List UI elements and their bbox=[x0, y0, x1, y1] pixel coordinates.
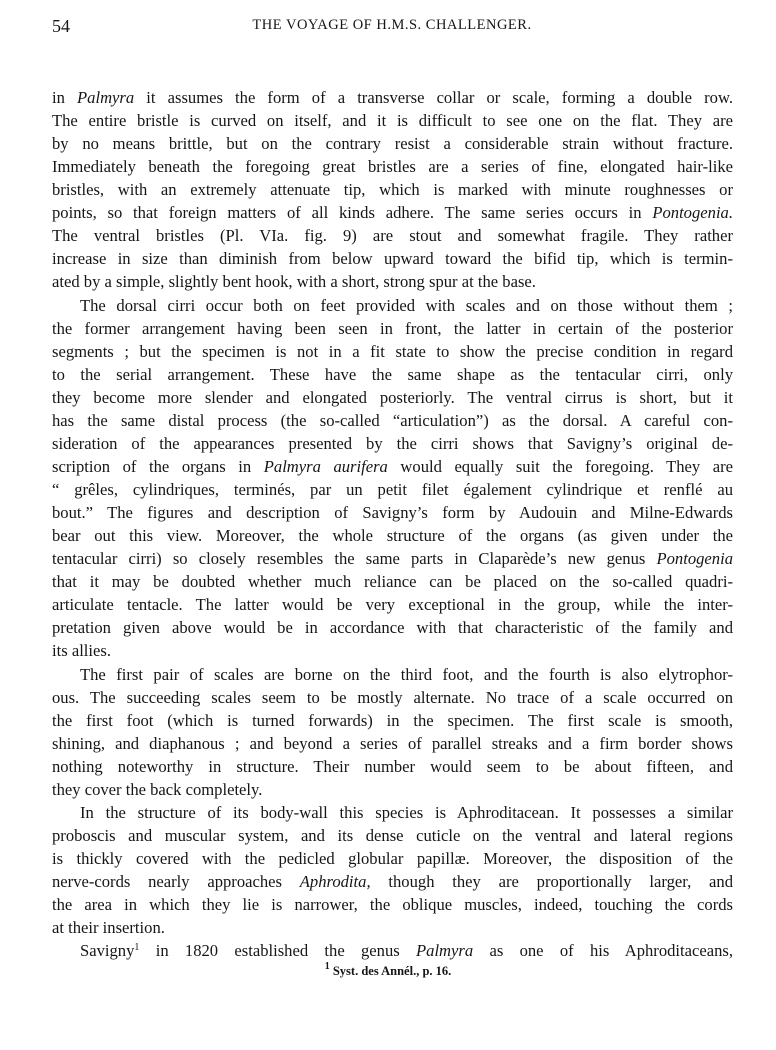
text-line bbox=[52, 155, 733, 178]
text-run: ated by a simple, slightly bent hook, with a short, strong spur at the base. bbox=[52, 272, 536, 291]
text-run: Savigny bbox=[80, 941, 135, 960]
text-line bbox=[52, 639, 733, 662]
italic-term: Pontogenia bbox=[656, 549, 733, 568]
text-run: points, so that foreign matters of all kinds adhere. The same series occurs in bbox=[52, 203, 653, 222]
paragraph bbox=[52, 663, 733, 801]
text-line bbox=[52, 616, 733, 639]
text-line bbox=[52, 801, 733, 824]
text-line bbox=[52, 294, 733, 317]
text-run: the first foot (which is turned forwards) in the specimen. The first scale is smooth, bbox=[52, 711, 733, 730]
text-line bbox=[52, 732, 733, 755]
text-line bbox=[52, 224, 733, 247]
text-line bbox=[52, 86, 733, 109]
page-header bbox=[52, 16, 732, 38]
text-run: “ grêles, cylindriques, terminés, par un petit filet également cylindrique et renflé au bbox=[52, 480, 733, 499]
text-run: bristles, with an extremely attenuate tip, which is marked with minute roughnesses or bbox=[52, 180, 733, 199]
paragraph bbox=[52, 801, 733, 939]
text-line bbox=[52, 524, 733, 547]
text-line bbox=[52, 893, 733, 916]
text-run: The ventral bristles (Pl. VIa. fig. 9) are stout and somewhat fragile. They rather bbox=[52, 226, 733, 245]
text-line bbox=[52, 317, 733, 340]
text-run: it assumes the form of a transverse collar or scale, forming a double row. bbox=[134, 88, 733, 107]
text-run: at their insertion. bbox=[52, 918, 165, 937]
text-line bbox=[52, 132, 733, 155]
page-number: 54 bbox=[52, 16, 70, 36]
paragraph bbox=[52, 939, 733, 962]
italic-term: Aphrodita, bbox=[299, 872, 371, 891]
text-line bbox=[52, 455, 733, 478]
text-run: nothing noteworthy in structure. Their number would seem to be about fifteen, and bbox=[52, 757, 733, 776]
text-run: the former arrangement having been seen in front, the latter in certain of the posterior bbox=[52, 319, 733, 338]
text-run: segments ; but the specimen is not in a fit state to show the precise condition in regard bbox=[52, 342, 733, 361]
text-run: tentacular cirri) so closely resembles the same parts in Claparède’s new genus bbox=[52, 549, 657, 568]
text-run: they become more slender and elongated posteriorly. The ventral cirrus is short, but it bbox=[52, 388, 733, 407]
italic-term: Palmyra bbox=[77, 88, 135, 107]
text-run: though they are proportionally larger, and bbox=[370, 872, 733, 891]
text-line bbox=[52, 593, 733, 616]
text-run: Immediately beneath the foregoing great bristles are a series of fine, elongated hair-like bbox=[52, 157, 733, 176]
text-run: has the same distal process (the so-called “articulation”) as the dorsal. A careful con- bbox=[52, 411, 733, 430]
text-run: pretation given above would be in accordance with that characteristic of the family and bbox=[52, 618, 733, 637]
text-run: In the structure of its body-wall this species is Aphroditacean. It possesses a similar bbox=[80, 803, 733, 822]
text-run: as one of his Aphroditaceans, bbox=[473, 941, 734, 960]
text-line bbox=[52, 501, 733, 524]
text-line bbox=[52, 270, 733, 293]
text-run: increase in size than diminish from below upward toward the bifid tip, which is termin- bbox=[52, 249, 733, 268]
italic-term: Pontogenia. bbox=[652, 203, 733, 222]
text-run: The entire bristle is curved on itself, and it is difficult to see one on the flat. They are bbox=[52, 111, 733, 130]
text-run: The dorsal cirri occur both on feet provided with scales and on those without them ; bbox=[80, 296, 733, 315]
running-title: THE VOYAGE OF H.M.S. CHALLENGER. bbox=[252, 17, 532, 33]
text-line bbox=[52, 247, 733, 270]
text-line bbox=[52, 478, 733, 501]
text-line bbox=[52, 709, 733, 732]
text-run: in 1820 established the genus bbox=[139, 941, 417, 960]
text-line bbox=[52, 939, 733, 962]
footnote-text: Syst. des Annél., p. 16. bbox=[329, 964, 452, 978]
text-line bbox=[52, 778, 733, 801]
text-run: ous. The succeeding scales seem to be mostly alternate. No trace of a scale occurred on bbox=[52, 688, 733, 707]
text-run: to the serial arrangement. These have the same shape as the tentacular cirri, only bbox=[52, 365, 733, 384]
text-run: its allies. bbox=[52, 641, 111, 660]
text-run: shining, and diaphanous ; and beyond a series of parallel streaks and a firm border shows bbox=[52, 734, 733, 753]
text-line bbox=[52, 870, 733, 893]
paragraph bbox=[52, 294, 733, 662]
italic-term: Palmyra aurifera bbox=[263, 457, 388, 476]
text-line bbox=[52, 109, 733, 132]
text-run: proboscis and muscular system, and its dense cuticle on the ventral and lateral regions bbox=[52, 826, 733, 845]
text-run: would equally suit the foregoing. They are bbox=[387, 457, 733, 476]
text-line bbox=[52, 570, 733, 593]
text-run: articulate tentacle. The latter would be very exceptional in the group, while the inter- bbox=[52, 595, 733, 614]
text-run: by no means brittle, but on the contrary resist a considerable strain without fracture. bbox=[52, 134, 733, 153]
footnote bbox=[0, 961, 776, 979]
footnote-reference: 1 bbox=[134, 942, 140, 953]
text-run: is thickly covered with the pedicled globular papillæ. Moreover, the disposition of the bbox=[52, 849, 733, 868]
text-line bbox=[52, 663, 733, 686]
footnote-marker: 1 bbox=[324, 961, 330, 972]
text-run: they cover the back completely. bbox=[52, 780, 263, 799]
text-run: The first pair of scales are borne on the third foot, and the fourth is also elytrophor- bbox=[80, 665, 733, 684]
text-run: bear out this view. Moreover, the whole structure of the organs (as given under the bbox=[52, 526, 733, 545]
text-line bbox=[52, 409, 733, 432]
text-run: the area in which they lie is narrower, the oblique muscles, indeed, touching the cords bbox=[52, 895, 733, 914]
text-line bbox=[52, 363, 733, 386]
text-run: sideration of the appearances presented by the cirri shows that Savigny’s original de- bbox=[52, 434, 733, 453]
paragraph bbox=[52, 86, 733, 293]
text-line bbox=[52, 386, 733, 409]
text-run: that it may be doubted whether much reliance can be placed on the so-called quadri- bbox=[52, 572, 733, 591]
text-line bbox=[52, 755, 733, 778]
text-line bbox=[52, 686, 733, 709]
italic-term: Palmyra bbox=[416, 941, 474, 960]
text-line bbox=[52, 916, 733, 939]
text-line bbox=[52, 201, 733, 224]
text-line bbox=[52, 547, 733, 570]
text-line bbox=[52, 340, 733, 363]
text-run: in bbox=[52, 88, 78, 107]
text-line bbox=[52, 824, 733, 847]
text-line bbox=[52, 432, 733, 455]
text-run: nerve-cords nearly approaches bbox=[52, 872, 300, 891]
text-run: bout.” The figures and description of Savigny’s form by Audouin and Milne-Edwards bbox=[52, 503, 733, 522]
text-line bbox=[52, 178, 733, 201]
text-line bbox=[52, 847, 733, 870]
text-run: scription of the organs in bbox=[52, 457, 264, 476]
